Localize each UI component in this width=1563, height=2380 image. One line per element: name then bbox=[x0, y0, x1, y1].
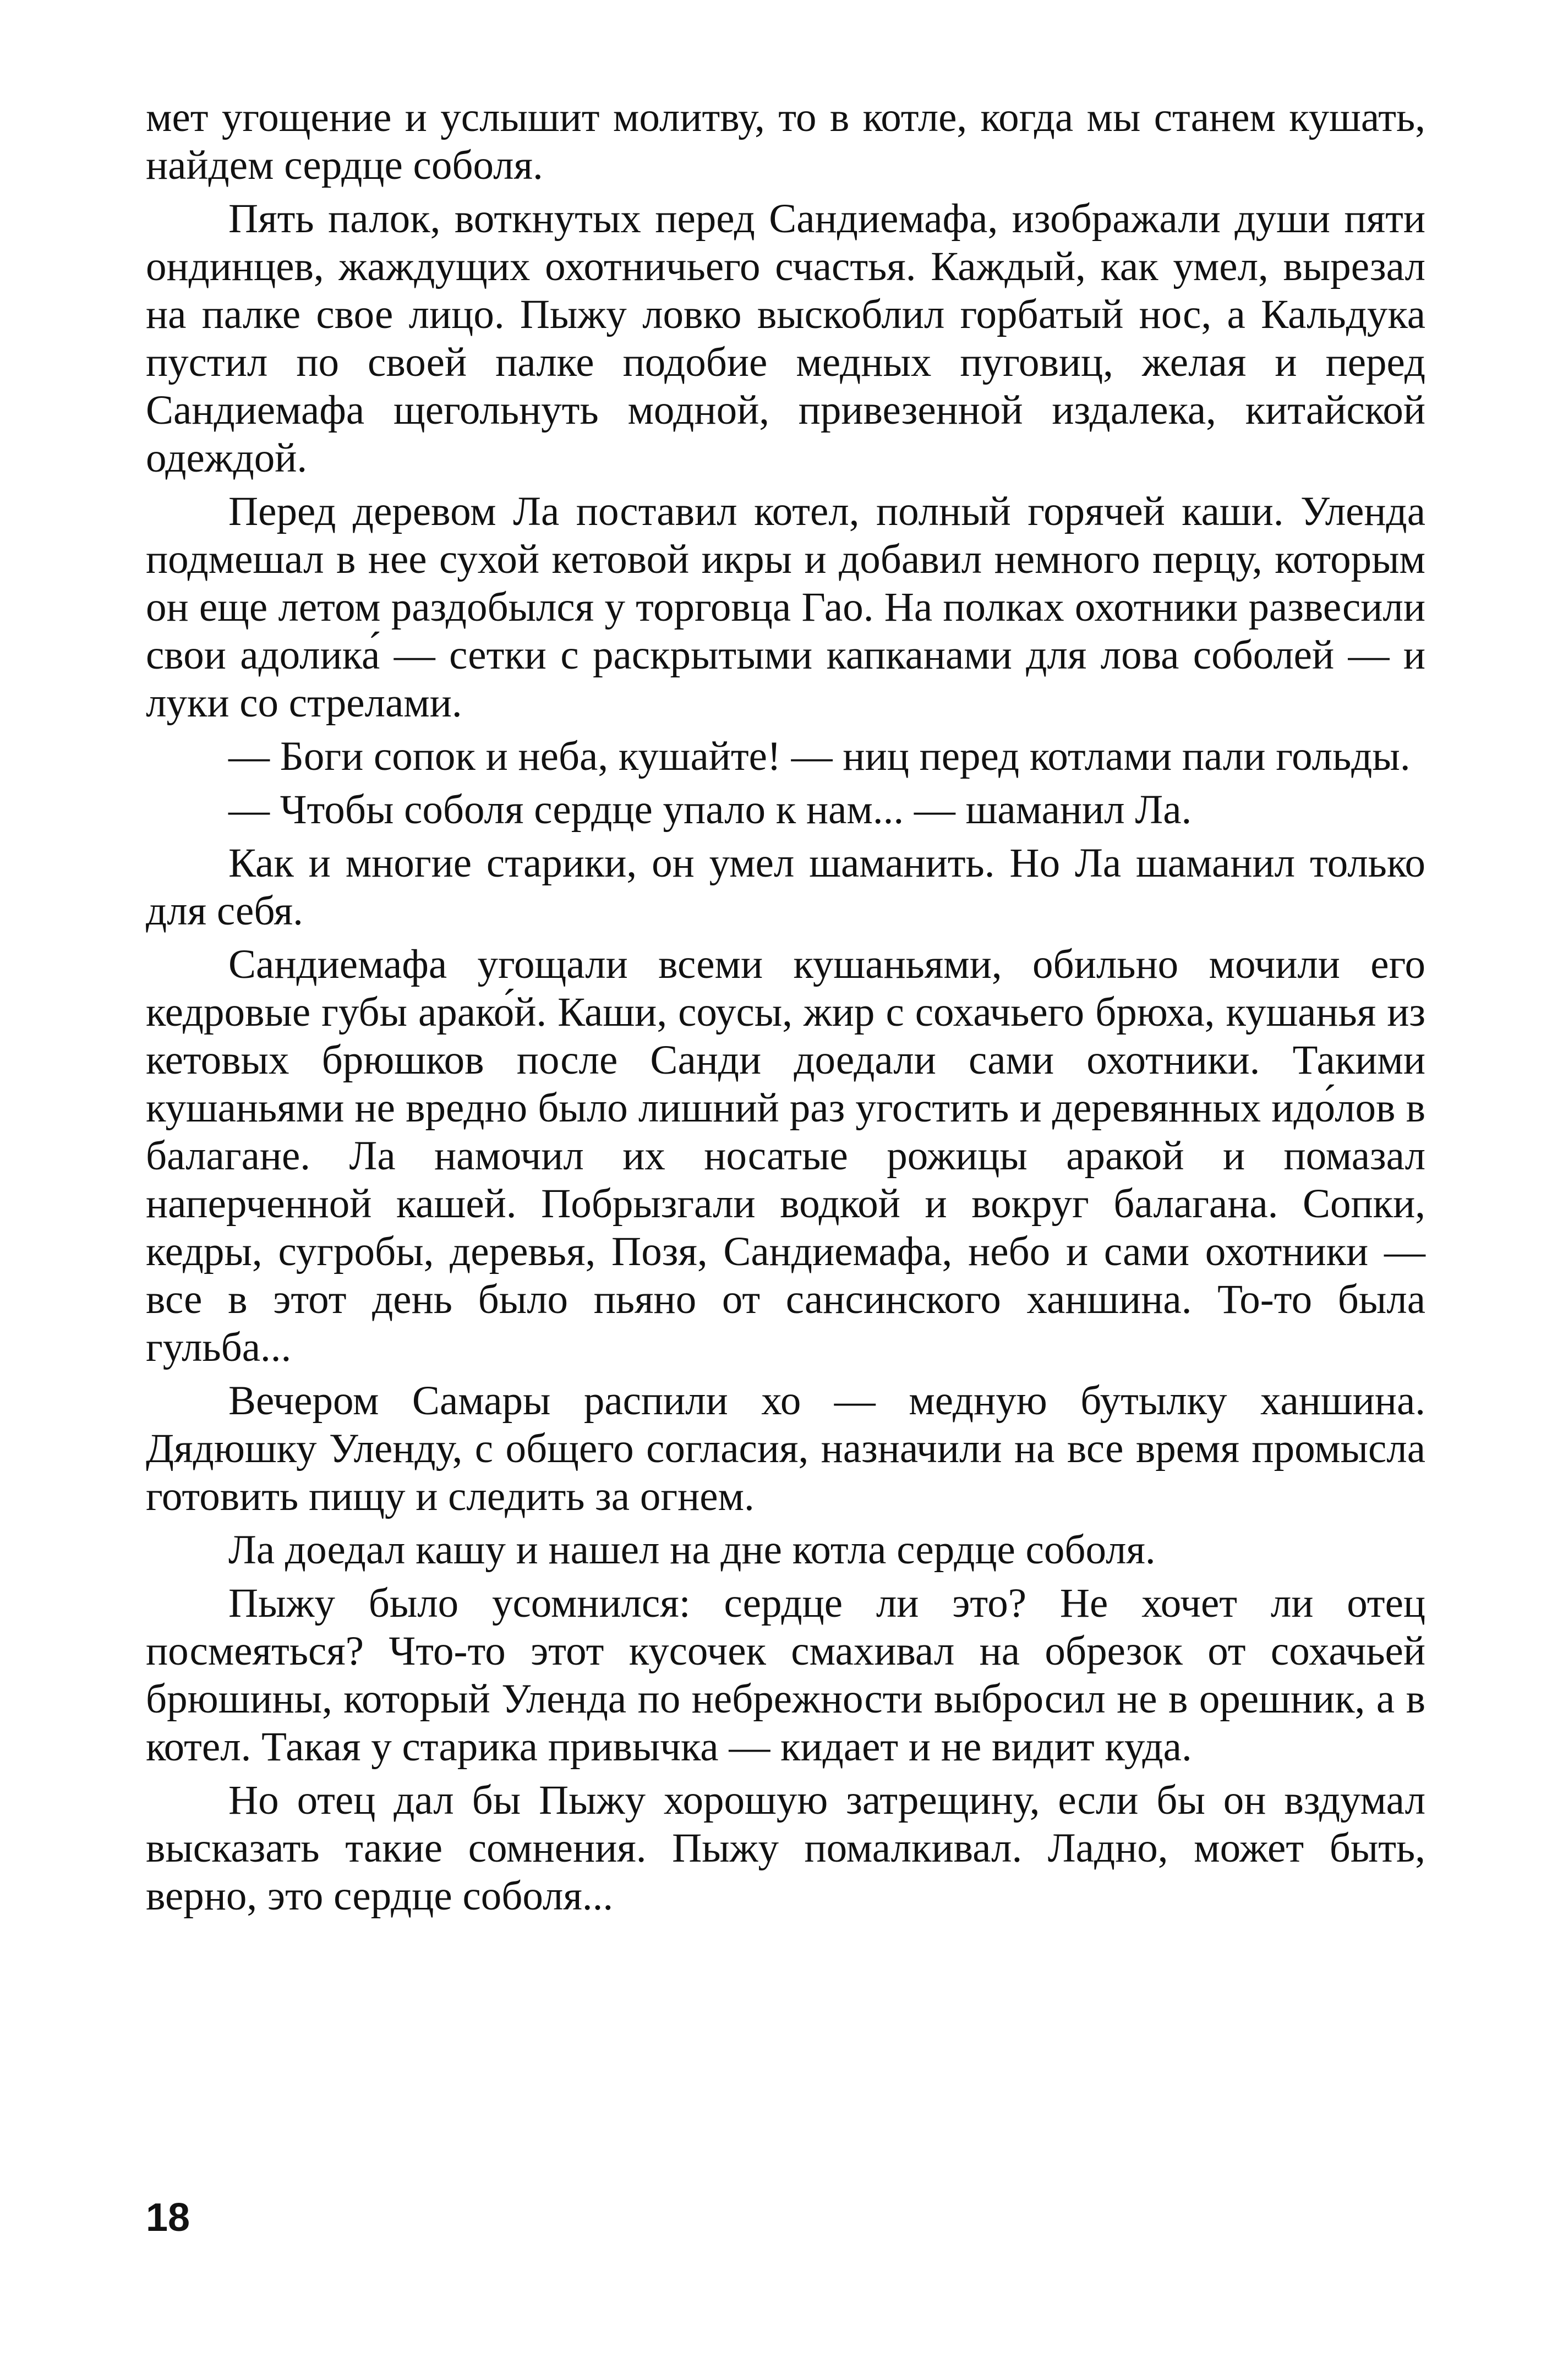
paragraph-4: — Боги сопок и неба, кушайте! — ниц перед котлами пали гольды. bbox=[228, 734, 1411, 779]
paragraph-7: Сандиемафа угощали всеми кушаньями, обильно мочили его кедровые губы арако́й. Каши, соусы, жир с сохачьего брюха, кушанья из кетовых брюшков после Санди доедали сами охотники. Такими кушаньями не вредно было лишний раз угостить и деревянных идо́лов в балагане. Ла намочил их носатые рожицы аракой и помазал наперченной кашей. Побрызгали водкой и вокруг балагана. Сопки, кедры, сугробы, деревья, Позя, Сандиемафа, небо и сами охотники — все в этот день было пьяно от сансинского ханшина. То-то была гульба... bbox=[146, 942, 1425, 1370]
paragraph-5: — Чтобы соболя сердце упало к нам... — шаманил Ла. bbox=[228, 787, 1192, 833]
paragraph-6: Как и многие старики, он умел шаманить. Но Ла шаманил только для себя. bbox=[146, 840, 1425, 934]
paragraph-8: Вечером Самары распили хо — медную бутылку ханшина. Дядюшку Уленду, с общего согласия, назначили на все время промысла готовить пищу и следить за огнем. bbox=[146, 1378, 1425, 1519]
paragraph-2: Пять палок, воткнутых перед Сандиемафа, изображали души пяти ондинцев, жаждущих охотничьего счастья. Каждый, как умел, вырезал на палке свое лицо. Пыжу ловко выскоблил горбатый нос, а Кальдука пустил по своей палке подобие медных пуговиц, желая и перед Сандиемафа щегольнуть модной, привезенной издалека, китайской одеждой. bbox=[146, 196, 1425, 481]
paragraph-10: Пыжу было усомнился: сердце ли это? Не хочет ли отец посмеяться? Что-то этот кусочек смахивал на обрезок от сохачьей брюшины, который Уленда по небрежности выбросил не в орешник, а в котел. Такая у старика привычка — кидает и не видит куда. bbox=[146, 1580, 1425, 1770]
page-body bbox=[146, 94, 1425, 1925]
paragraph-1: мет угощение и услышит молитву, то в котле, когда мы станем кушать, найдем сердце соболя. bbox=[146, 95, 1425, 188]
paragraph-3: Перед деревом Ла поставил котел, полный горячей каши. Уленда подмешал в нее сухой кетовой икры и добавил немного перцу, которым он еще летом раздобылся у торговца Гао. На полках охотники развесили свои адолика́ — сетки с раскрытыми капканами для лова соболей — и луки со стрелами. bbox=[146, 489, 1425, 726]
page-number: 18 bbox=[146, 2196, 190, 2240]
paragraph-11: Но отец дал бы Пыжу хорошую затрещину, если бы он вздумал высказать такие сомнения. Пыжу помалкивал. Ладно, может быть, верно, это сердце соболя... bbox=[146, 1777, 1425, 1919]
paragraph-9: Ла доедал кашу и нашел на дне котла сердце соболя. bbox=[228, 1527, 1156, 1573]
